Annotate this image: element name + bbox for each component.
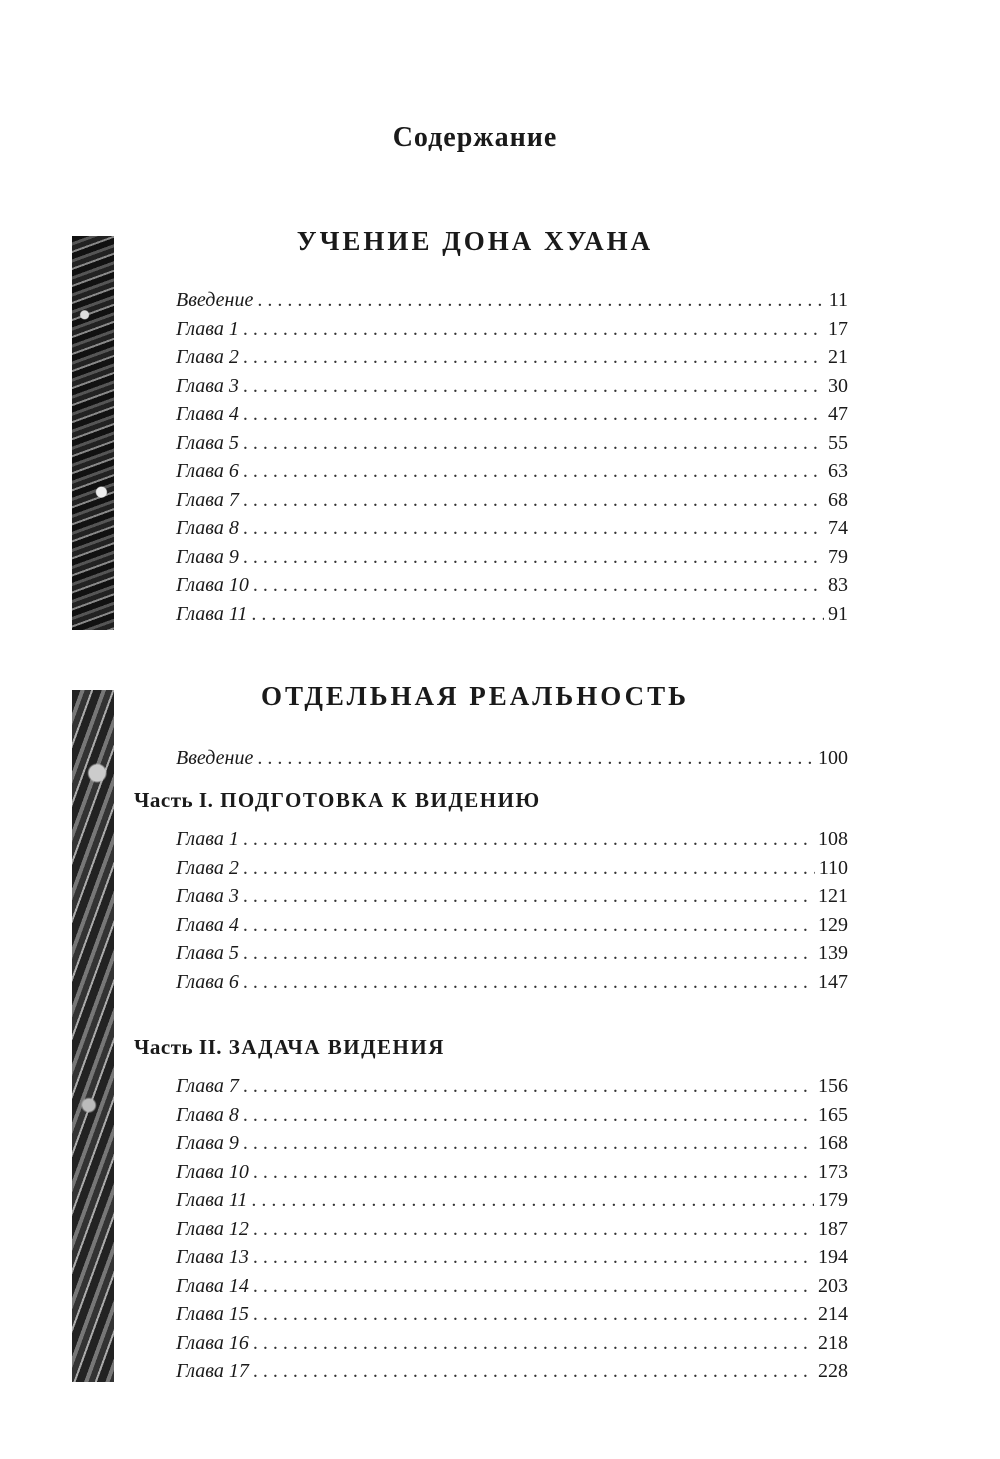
entry-page: 55: [828, 431, 848, 454]
leader-dots: [251, 1189, 814, 1212]
entry-page: 11: [828, 289, 848, 311]
toc-entry[interactable]: [176, 1189, 848, 1218]
entry-label: Глава 10: [176, 1160, 249, 1183]
leader-dots: [243, 460, 824, 483]
leader-dots: [243, 517, 824, 540]
entry-page: 68: [828, 488, 848, 511]
entry-page: 165: [818, 1103, 848, 1126]
toc-entry[interactable]: [176, 403, 848, 432]
section-title: ОТДЕЛЬНАЯ РЕАЛЬНОСТЬ: [261, 681, 689, 711]
entry-page: 110: [818, 856, 848, 879]
entry-page: 47: [828, 403, 848, 425]
entry-label: Глава 1: [176, 828, 239, 850]
entry-page: 91: [828, 602, 848, 625]
entry-label: Глава 15: [176, 1303, 249, 1325]
leader-dots: [257, 289, 824, 312]
leader-dots: [257, 747, 814, 770]
leader-dots: [251, 603, 824, 626]
entry-label: Глава 6: [176, 970, 239, 993]
entry-label: Глава 5: [176, 431, 239, 454]
entry-label: Глава 3: [176, 885, 239, 907]
leader-dots: [253, 1275, 814, 1298]
entry-page: 156: [818, 1075, 848, 1097]
entry-page: 129: [818, 913, 848, 936]
part-heading: [134, 1035, 445, 1060]
leader-dots: [243, 885, 814, 908]
part-prefix: Часть I.: [134, 788, 214, 812]
entry-page: 203: [818, 1274, 848, 1297]
toc-entry[interactable]: [176, 885, 848, 914]
toc-list: [176, 1075, 848, 1389]
entry-label: Глава 16: [176, 1331, 249, 1354]
part-title: ПОДГОТОВКА К ВИДЕНИЮ: [220, 788, 541, 812]
toc-entry[interactable]: [176, 1360, 848, 1389]
entry-page: 121: [818, 885, 848, 907]
entry-label: Глава 12: [176, 1217, 249, 1240]
leader-dots: [243, 432, 824, 455]
entry-label: Глава 13: [176, 1246, 249, 1268]
entry-page: 17: [828, 317, 848, 340]
entry-page: 63: [828, 460, 848, 482]
leader-dots: [253, 574, 824, 597]
leader-dots: [243, 914, 814, 937]
entry-page: 100: [818, 747, 848, 769]
toc-entry[interactable]: [176, 318, 848, 347]
entry-page: 218: [818, 1331, 848, 1354]
entry-label: Глава 5: [176, 942, 239, 964]
entry-label: Глава 11: [176, 1189, 248, 1211]
entry-label: Глава 11: [176, 602, 248, 625]
toc-entry[interactable]: [176, 546, 848, 575]
toc-entry[interactable]: [176, 1132, 848, 1161]
entry-page: 30: [828, 374, 848, 397]
leader-dots: [243, 971, 814, 994]
toc-entry[interactable]: [176, 1218, 848, 1247]
entry-label: Глава 7: [176, 1075, 239, 1097]
entry-label: Глава 8: [176, 1103, 239, 1126]
entry-label: Глава 4: [176, 913, 239, 936]
part-heading: [134, 788, 541, 813]
entry-page: 173: [818, 1160, 848, 1183]
entry-label: Глава 3: [176, 374, 239, 397]
toc-entry[interactable]: [176, 1104, 848, 1133]
toc-list: [176, 289, 848, 631]
decorative-image-strip: [72, 690, 114, 1382]
leader-dots: [253, 1332, 814, 1355]
entry-label: Глава 4: [176, 403, 239, 425]
toc-entry[interactable]: [176, 1075, 848, 1104]
leader-dots: [243, 1132, 814, 1155]
leader-dots: [243, 318, 824, 341]
leader-dots: [253, 1218, 814, 1241]
decorative-image-strip: [72, 236, 114, 630]
part-prefix: Часть II.: [134, 1035, 222, 1059]
toc-list: [176, 828, 848, 999]
leader-dots: [243, 942, 814, 965]
entry-label: Введение: [176, 289, 254, 311]
toc-entry[interactable]: [176, 828, 848, 857]
toc-entry[interactable]: [176, 1332, 848, 1361]
entry-page: 21: [828, 346, 848, 368]
leader-dots: [243, 375, 824, 398]
leader-dots: [253, 1303, 814, 1326]
entry-page: 179: [818, 1189, 848, 1211]
toc-entry[interactable]: [176, 489, 848, 518]
entry-label: Глава 14: [176, 1274, 249, 1297]
entry-label: Введение: [176, 747, 254, 769]
entry-label: Глава 8: [176, 517, 239, 539]
leader-dots: [243, 1075, 814, 1098]
entry-page: 79: [828, 545, 848, 568]
toc-entry[interactable]: [176, 460, 848, 489]
entry-page: 168: [818, 1132, 848, 1154]
leader-dots: [243, 489, 824, 512]
toc-entry[interactable]: [176, 1246, 848, 1275]
leader-dots: [243, 546, 824, 569]
toc-entry[interactable]: [176, 432, 848, 461]
toc-entry[interactable]: [176, 574, 848, 603]
leader-dots: [243, 346, 824, 369]
entry-page: 187: [818, 1217, 848, 1240]
entry-page: 74: [828, 517, 848, 539]
toc-entry[interactable]: [176, 747, 848, 776]
entry-page: 83: [828, 574, 848, 596]
entry-label: Глава 7: [176, 488, 239, 511]
entry-label: Глава 10: [176, 574, 249, 596]
leader-dots: [253, 1360, 814, 1383]
entry-label: Глава 17: [176, 1360, 249, 1382]
toc-entry[interactable]: [176, 1161, 848, 1190]
toc-entry[interactable]: [176, 857, 848, 886]
leader-dots: [243, 828, 814, 851]
entry-page: 139: [818, 942, 848, 964]
entry-page: 194: [818, 1246, 848, 1268]
entry-page: 147: [818, 970, 848, 993]
entry-label: Глава 2: [176, 856, 239, 879]
entry-label: Глава 1: [176, 317, 239, 340]
toc-entry[interactable]: [176, 346, 848, 375]
toc-entry[interactable]: [176, 971, 848, 1000]
leader-dots: [243, 1104, 814, 1127]
toc-entry[interactable]: [176, 914, 848, 943]
part-title: ЗАДАЧА ВИДЕНИЯ: [228, 1035, 445, 1059]
toc-list: [176, 747, 848, 776]
entry-page: 108: [818, 828, 848, 850]
toc-entry[interactable]: [176, 289, 848, 318]
leader-dots: [243, 857, 815, 880]
toc-entry[interactable]: [176, 1275, 848, 1304]
entry-label: Глава 6: [176, 460, 239, 482]
page-title: Содержание: [392, 122, 558, 153]
leader-dots: [253, 1161, 814, 1184]
leader-dots: [243, 403, 824, 426]
leader-dots: [253, 1246, 814, 1269]
toc-entry[interactable]: [176, 942, 848, 971]
toc-entry[interactable]: [176, 375, 848, 404]
entry-page: 228: [818, 1360, 848, 1382]
toc-entry[interactable]: [176, 603, 848, 632]
entry-label: Глава 2: [176, 346, 239, 368]
toc-entry[interactable]: [176, 1303, 848, 1332]
toc-entry[interactable]: [176, 517, 848, 546]
entry-label: Глава 9: [176, 545, 239, 568]
section-title: УЧЕНИЕ ДОНА ХУАНА: [296, 226, 654, 256]
entry-page: 214: [818, 1303, 848, 1325]
entry-label: Глава 9: [176, 1132, 239, 1154]
